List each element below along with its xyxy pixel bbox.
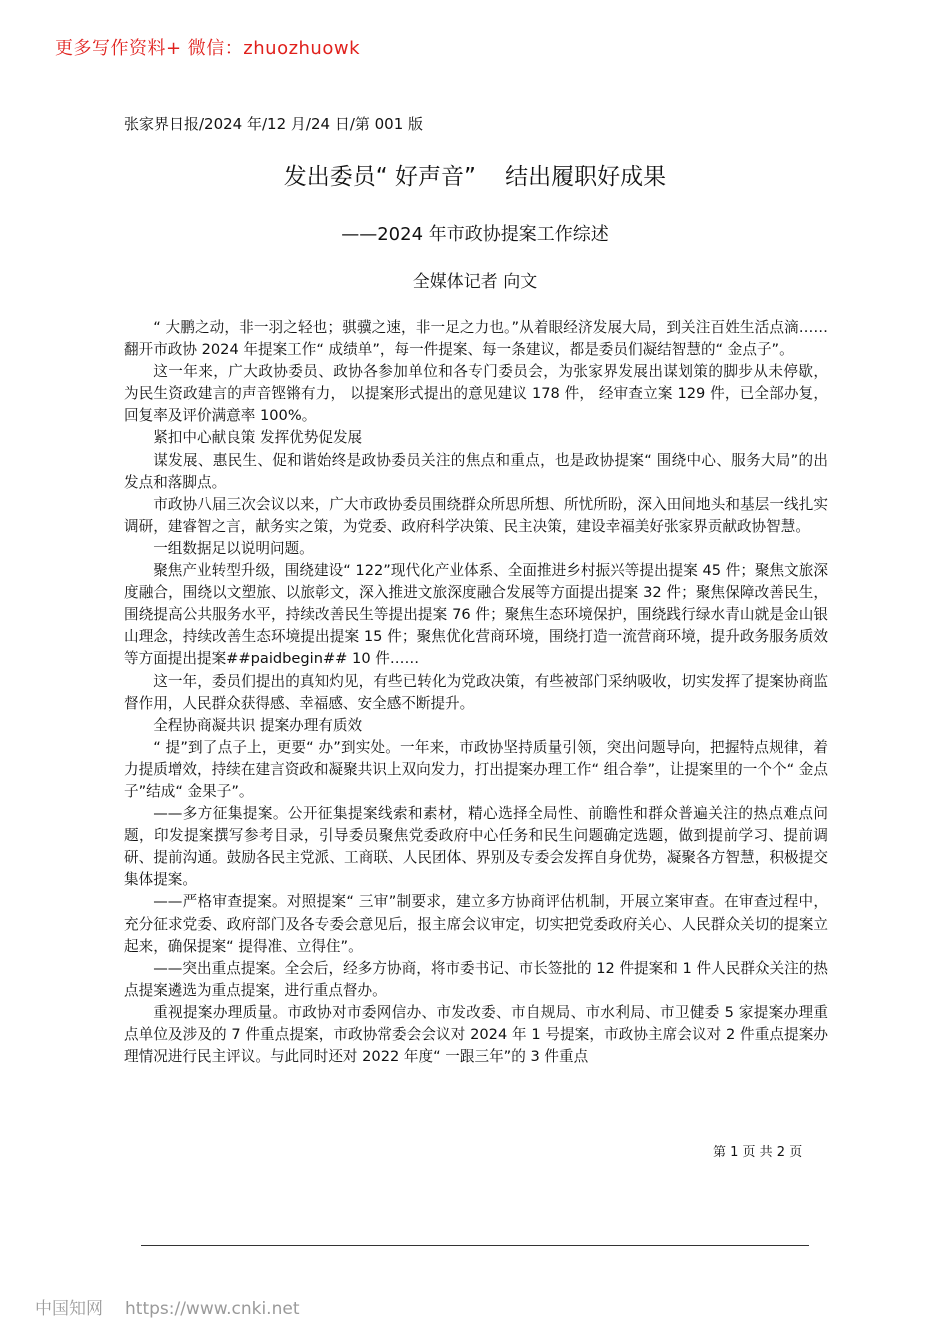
watermark-site-name: 中国知网 xyxy=(35,1299,103,1319)
paragraph: 谋发展、惠民生、促和谐始终是政协委员关注的焦点和重点，也是政协提案“ 围绕中心、服务大局”的出发点和落脚点。 xyxy=(124,451,828,491)
section-heading: 全程协商凝共识 提案办理有质效 xyxy=(153,716,363,734)
article-subtitle: ——2024 年市政协提案工作综述 xyxy=(341,224,609,245)
paragraph: “ 提”到了点子上，更要“ 办”到实处。一年来，市政协坚持质量引领，突出问题导向，把握特点规律，着力提质增效，持续在建言资政和凝聚共识上双向发力，打出提案办理工作“ 组合拳”，让提案里的一个个“ 金点子”结成“ 金果子”。 xyxy=(124,738,828,800)
promo-banner: 更多写作资料+ 微信：zhuozhuowk xyxy=(55,38,361,59)
article-author: 全媒体记者 向文 xyxy=(412,272,538,292)
paragraph: 这一年，委员们提出的真知灼见，有些已转化为党政决策，有些被部门采纳吸收，切实发挥了提案协商监督作用，人民群众获得感、幸福感、安全感不断提升。 xyxy=(124,672,828,712)
paragraph: 这一年来，广大政协委员、政协各参加单位和各专门委员会，为张家界发展出谋划策的脚步从未停歇， 为民生资政建言的声音铿锵有力， 以提案形式提出的意见建议 178 件， 经审查立案 129 件，已全部办复，回复率及评价满意率 100%。 xyxy=(124,363,828,425)
watermark-url: https://www.cnki.net xyxy=(125,1299,300,1319)
paragraph: ——多方征集提案。公开征集提案线索和素材，精心选择全局性、前瞻性和群众普遍关注的热点难点问题，印发提案撰写参考目录，引导委员聚焦党委政府中心任务和民生问题确定选题，做到提前学习、提前调研、提前沟通。鼓励各民主党派、工商联、人民团体、界别及专委会发挥自身优势，凝聚各方智慧，积极提交集体提案。 xyxy=(124,805,828,889)
paragraph: ——严格审查提案。对照提案“ 三审”制要求，建立多方协商评估机制，开展立案审查。在审查过程中，充分征求党委、政府部门及各专委会意见后，报主席会议审定，切实把党委政府关心、人民群众关切的提案立起来，确保提案“ 提得准、立得住”。 xyxy=(124,893,828,955)
paragraph: ——突出重点提案。全会后，经多方协商，将市委书记、市长签批的 12 件提案和 1 件人民群众关注的热点提案遴选为重点提案，进行重点督办。 xyxy=(124,959,828,999)
article-body xyxy=(124,317,828,1068)
paragraph: 一组数据足以说明问题。 xyxy=(153,539,314,557)
paragraph: 重视提案办理质量。市政协对市委网信办、市发改委、市自规局、市水利局、市卫健委 5 家提案办理重点单位及涉及的 7 件重点提案，市政协常委会会议对 2024 年 1 号提案，市政协主席会议对 2 件重点提案办理情况进行民主评议。与此同时还对 2022 年度“ 一跟三年”的 3 件重点 xyxy=(124,1003,828,1066)
paragraph: 聚焦产业转型升级，围绕建设“ 122”现代化产业体系、全面推进乡村振兴等提出提案 45 件；聚焦文旅深度融合，围绕以文塑旅、以旅彰文，深入推进文旅深度融合发展等方面提出提案 32 件；聚焦保障改善民生，围绕提高公共服务水平，持续改善民生等提出提案 76 件；聚焦生态环境保护，围绕践行绿水青山就是金山银山理念，持续改善生态环境提出提案 15 件；聚焦优化营商环境，围绕打造一流营商环境，提升政务服务质效等方面提出提案##paidbegin## 10 件…… xyxy=(124,562,828,668)
cnki-watermark xyxy=(35,1294,299,1319)
article-title: 发出委员“ 好声音” 结出履职好成果 xyxy=(283,164,667,190)
footer-divider xyxy=(141,1245,809,1246)
paragraph: 市政协八届三次会议以来，广大市政协委员围绕群众所思所想、所忧所盼，深入田间地头和基层一线扎实调研，建睿智之言，献务实之策，为党委、政府科学决策、民主决策，建设幸福美好张家界贡献政协智慧。 xyxy=(124,495,828,535)
newspaper-source: 张家界日报/2024 年/12 月/24 日/第 001 版 xyxy=(124,115,424,133)
paragraph: “ 大鹏之动，非一羽之轻也；骐骥之速，非一足之力也。”从着眼经济发展大局，到关注百姓生活点滴……翻开市政协 2024 年提案工作“ 成绩单”，每一件提案、每一条建议，都是委员们凝结智慧的“ 金点子”。 xyxy=(124,319,828,359)
page-number: 第 1 页 共 2 页 xyxy=(713,1145,803,1160)
section-heading: 紧扣中心献良策 发挥优势促发展 xyxy=(153,429,363,447)
